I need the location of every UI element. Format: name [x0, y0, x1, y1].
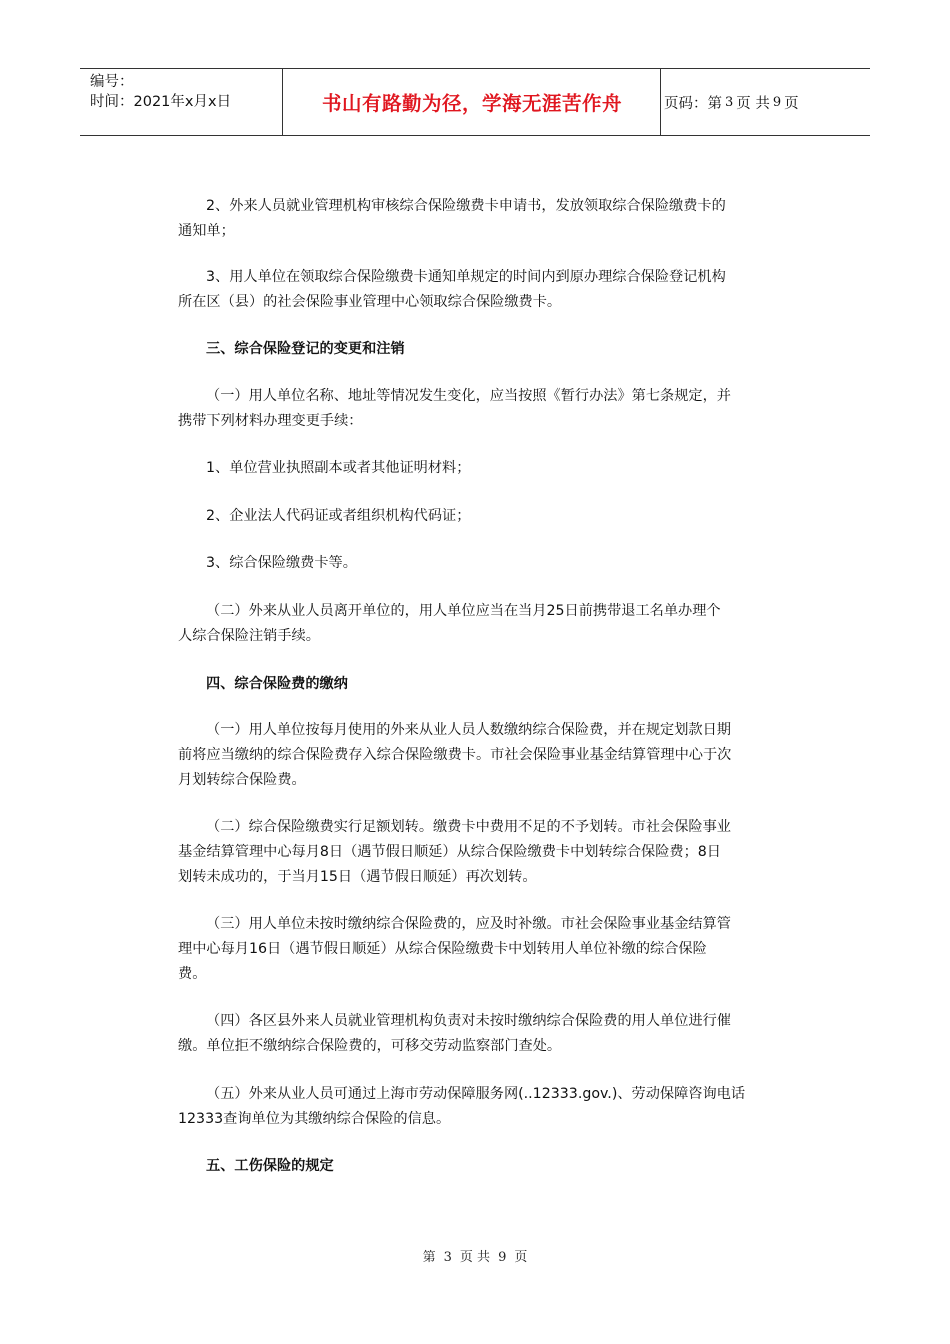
section-heading — [178, 1154, 806, 1179]
paragraph-line: 前将应当缴纳的综合保险费存入综合保险缴费卡。市社会保险事业基金结算管理中心于次 — [178, 747, 732, 763]
paragraph-line: 3、用人单位在领取综合保险缴费卡通知单规定的时间内到原办理综合保险登记机构 — [206, 269, 726, 285]
footer-prefix: 第 — [422, 1250, 436, 1265]
footer-suffix: 页 — [514, 1250, 528, 1265]
paragraph-line: （四）各区县外来人员就业管理机构负责对未按时缴纳综合保险费的用人单位进行催 — [206, 1013, 731, 1029]
paragraph-line: 人综合保险注销手续。 — [178, 628, 320, 644]
page-header — [80, 68, 870, 136]
paragraph — [178, 384, 806, 434]
paragraph-line: 缴。单位拒不缴纳综合保险费的，可移交劳动监察部门查处。 — [178, 1038, 562, 1054]
page-footer — [0, 1246, 950, 1265]
footer-mid: 页 共 — [459, 1250, 491, 1265]
paragraph-line: （一）用人单位名称、地址等情况发生变化，应当按照《暂行办法》第七条规定，并 — [206, 388, 731, 404]
paragraph-line: 12333查询单位为其缴纳综合保险的信息。 — [178, 1111, 451, 1127]
paragraph-line: （五）外来从业人员可通过上海市劳动保障服务网(..12333.gov.)、劳动保障咨询电话 — [206, 1086, 746, 1102]
paragraph — [178, 815, 806, 890]
page-end: 页 — [784, 95, 799, 112]
paragraph — [178, 912, 806, 987]
footer-current-page: 3 — [443, 1250, 452, 1265]
paragraph-line: （一）用人单位按每月使用的外来从业人员人数缴纳综合保险费，并在规定划款日期 — [206, 722, 731, 738]
header-page-indicator — [664, 68, 799, 136]
paragraph-line: 2、外来人员就业管理机构审核综合保险缴费卡申请书，发放领取综合保险缴费卡的 — [206, 198, 726, 214]
paragraph-line: 2、企业法人代码证或者组织机构代码证； — [206, 508, 471, 524]
paragraph — [178, 551, 806, 576]
paragraph-line: 费。 — [178, 966, 207, 982]
heading-text: 三、综合保险登记的变更和注销 — [206, 341, 405, 357]
paragraph-line: 月划转综合保险费。 — [178, 772, 306, 788]
paragraph-line: （二）外来从业人员离开单位的，用人单位应当在当月25日前携带退工名单办理个 — [206, 603, 721, 619]
paragraph — [178, 194, 806, 244]
paragraph — [178, 718, 806, 793]
document-number-label: 编号： — [90, 74, 134, 90]
paragraph-line: （三）用人单位未按时缴纳综合保险费的，应及时补缴。市社会保险事业基金结算管 — [206, 916, 731, 932]
paragraph — [178, 265, 806, 315]
paragraph-line: 划转未成功的，于当月15日（遇节假日顺延）再次划转。 — [178, 869, 537, 885]
paragraph — [178, 1009, 806, 1059]
page-total: 9 — [772, 94, 782, 110]
paragraph-line: 3、综合保险缴费卡等。 — [206, 555, 357, 571]
paragraph-line: 所在区（县）的社会保险事业管理中心领取综合保险缴费卡。 — [178, 294, 562, 310]
footer-total-pages: 9 — [498, 1250, 507, 1265]
header-meta — [90, 72, 231, 112]
paragraph-line: 基金结算管理中心每月8日（遇节假日顺延）从综合保险缴费卡中划转综合保险费；8日 — [178, 844, 721, 860]
heading-text: 五、工伤保险的规定 — [206, 1158, 334, 1174]
page-current: 3 — [725, 94, 734, 110]
document-date: 时间：2021年x月x日 — [90, 94, 232, 110]
paragraph-line: 通知单； — [178, 223, 235, 239]
page-label: 页码：第 — [664, 95, 722, 112]
paragraph-line: （二）综合保险缴费实行足额划转。缴费卡中费用不足的不予划转。市社会保险事业 — [206, 819, 731, 835]
header-motto: 书山有路勤为径，学海无涯苦作舟 — [321, 92, 622, 115]
paragraph — [178, 504, 806, 529]
heading-text: 四、综合保险费的缴纳 — [206, 676, 348, 692]
paragraph — [178, 456, 806, 481]
paragraph — [178, 1082, 806, 1132]
paragraph-line: 携带下列材料办理变更手续： — [178, 413, 363, 429]
paragraph — [178, 599, 806, 649]
paragraph-line: 理中心每月16日（遇节假日顺延）从综合保险缴费卡中划转用人单位补缴的综合保险 — [178, 941, 707, 957]
section-heading — [178, 672, 806, 697]
section-heading — [178, 337, 806, 362]
page-mid: 页 共 — [736, 95, 770, 112]
paragraph-line: 1、单位营业执照副本或者其他证明材料； — [206, 460, 471, 476]
